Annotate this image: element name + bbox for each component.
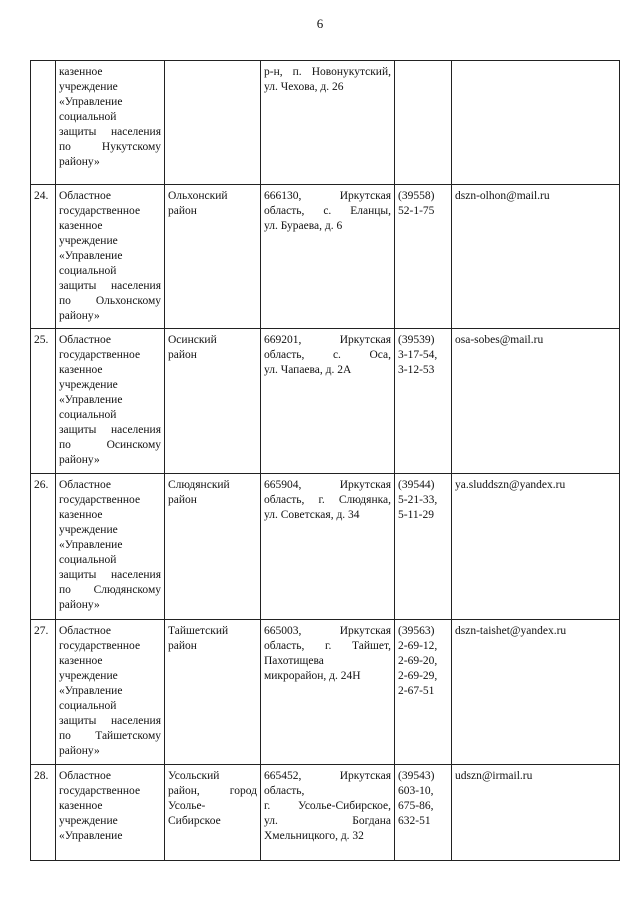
organization-line: казенное (59, 800, 103, 812)
organization-line: Областное (59, 479, 111, 491)
email-cell (452, 185, 620, 329)
address-line: Пахотищева (264, 655, 324, 667)
organization-line: учреждение (59, 815, 118, 827)
phone-cell (395, 329, 452, 474)
table-row (31, 61, 620, 185)
district-line: Слюдянский (168, 479, 230, 491)
organization-line: району» (59, 454, 100, 466)
organization-line: Областное (59, 625, 111, 637)
phone-line: 52-1-75 (398, 205, 435, 217)
email-cell (452, 61, 620, 185)
table-row (31, 329, 620, 474)
organization-line: району» (59, 745, 100, 757)
organization-line: социальной (59, 700, 117, 712)
organization-line: казенное (59, 66, 103, 78)
organization-line: по Слюдянскому (59, 584, 161, 596)
row-number: 25. (34, 334, 49, 346)
organization-line: учреждение (59, 235, 118, 247)
organization-line: «Управление (59, 539, 123, 551)
address-line: г. Усолье-Сибирское, (264, 800, 391, 812)
organization-line: государственное (59, 349, 141, 361)
address-line: р-н, п. Новонукутский, (264, 66, 391, 78)
address-line: микрорайон, д. 24Н (264, 670, 361, 682)
organization-cell (56, 765, 165, 861)
organization-line: «Управление (59, 685, 123, 697)
phone-cell (395, 620, 452, 765)
organization-line: защиты населения (59, 280, 161, 292)
organization-line: учреждение (59, 524, 118, 536)
organization-line: району» (59, 310, 100, 322)
phone-line: 675-86, (398, 800, 434, 812)
row-number: 28. (34, 770, 49, 782)
organization-line: казенное (59, 220, 103, 232)
row-number-cell (31, 185, 56, 329)
address-cell (261, 620, 395, 765)
organization-line: учреждение (59, 379, 118, 391)
organization-line: защиты населения (59, 715, 161, 727)
district-line: район (168, 349, 197, 361)
row-number-cell (31, 765, 56, 861)
address-line: Хмельницкого, д. 32 (264, 830, 364, 842)
organization-line: государственное (59, 640, 141, 652)
address-line: ул. Чапаева, д. 2А (264, 364, 352, 376)
organization-line: «Управление (59, 96, 123, 108)
address-cell (261, 61, 395, 185)
address-line: 666130, Иркутская (264, 190, 391, 202)
district-line: район (168, 494, 197, 506)
organization-line: по Ольхонскому (59, 295, 161, 307)
phone-line: 3-12-53 (398, 364, 435, 376)
row-number-cell (31, 61, 56, 185)
phone-cell (395, 185, 452, 329)
address-line: 665904, Иркутская (264, 479, 391, 491)
address-line: ул. Бураева, д. 6 (264, 220, 343, 232)
row-number-cell (31, 474, 56, 620)
phone-line: (39543) (398, 770, 435, 782)
email-cell (452, 474, 620, 620)
table-row (31, 474, 620, 620)
phone-line: (39563) (398, 625, 435, 637)
organization-line: по Осинскому (59, 439, 161, 451)
organization-line: социальной (59, 409, 117, 421)
district-line: Усолье- (168, 800, 206, 812)
address-line: область, с. Еланцы, (264, 205, 391, 217)
institutions-table (30, 60, 620, 861)
phone-line: (39539) (398, 334, 435, 346)
organization-line: Областное (59, 770, 111, 782)
organization-line: государственное (59, 494, 141, 506)
page-number: 6 (316, 16, 324, 31)
district-cell (165, 185, 261, 329)
district-line: Сибирское (168, 815, 221, 827)
address-cell (261, 185, 395, 329)
organization-line: учреждение (59, 81, 118, 93)
organization-line: по Тайшетскому (59, 730, 161, 742)
email: udszn@irmail.ru (455, 770, 533, 782)
row-number: 27. (34, 625, 49, 637)
district-line: Усольский (168, 770, 220, 782)
district-cell (165, 620, 261, 765)
address-line: область, с. Оса, (264, 349, 391, 361)
organization-cell (56, 61, 165, 185)
organization-line: защиты населения (59, 126, 161, 138)
email: dszn-olhon@mail.ru (455, 190, 550, 202)
address-line: область, (264, 785, 305, 797)
organization-line: социальной (59, 265, 117, 277)
email: dszn-taishet@yandex.ru (455, 625, 567, 637)
district-line: район (168, 205, 197, 217)
phone-line: 632-51 (398, 815, 431, 827)
phone-line: 2-69-29, (398, 670, 438, 682)
email: ya.sluddszn@yandex.ru (455, 479, 566, 491)
district-line: район, город (168, 785, 257, 797)
address-cell (261, 765, 395, 861)
phone-line: 603-10, (398, 785, 434, 797)
phone-line: 5-11-29 (398, 509, 434, 521)
district-line: Ольхонский (168, 190, 228, 202)
organization-cell (56, 620, 165, 765)
organization-cell (56, 474, 165, 620)
table-row (31, 765, 620, 861)
organization-line: Областное (59, 190, 111, 202)
organization-line: району» (59, 156, 100, 168)
district-line: Осинский (168, 334, 217, 346)
organization-line: по Нукутскому (59, 141, 161, 153)
organization-line: «Управление (59, 394, 123, 406)
row-number-cell (31, 329, 56, 474)
phone-cell (395, 765, 452, 861)
phone-line: 3-17-54, (398, 349, 438, 361)
organization-line: казенное (59, 364, 103, 376)
organization-line: Областное (59, 334, 111, 346)
organization-line: защиты населения (59, 569, 161, 581)
address-line: ул. Богдана (264, 815, 391, 827)
email-cell (452, 620, 620, 765)
phone-line: 2-69-12, (398, 640, 438, 652)
organization-line: «Управление (59, 250, 123, 262)
district-cell (165, 329, 261, 474)
phone-line: (39558) (398, 190, 435, 202)
organization-cell (56, 329, 165, 474)
table-row (31, 620, 620, 765)
address-line: 669201, Иркутская (264, 334, 391, 346)
district-cell (165, 765, 261, 861)
address-line: ул. Чехова, д. 26 (264, 81, 344, 93)
organization-line: государственное (59, 785, 141, 797)
phone-line: 5-21-33, (398, 494, 438, 506)
phone-line: (39544) (398, 479, 435, 491)
address-cell (261, 474, 395, 620)
organization-line: социальной (59, 554, 117, 566)
phone-line: 2-69-20, (398, 655, 438, 667)
address-line: область, г. Тайшет, (264, 640, 391, 652)
organization-line: казенное (59, 655, 103, 667)
address-line: 665003, Иркутская (264, 625, 391, 637)
district-cell (165, 474, 261, 620)
email: osa-sobes@mail.ru (455, 334, 544, 346)
organization-line: учреждение (59, 670, 118, 682)
table-body (31, 61, 620, 861)
row-number: 24. (34, 190, 49, 202)
address-line: 665452, Иркутская (264, 770, 391, 782)
organization-line: району» (59, 599, 100, 611)
address-line: область, г. Слюдянка, (264, 494, 391, 506)
email-cell (452, 765, 620, 861)
district-line: Тайшетский (168, 625, 229, 637)
table-row (31, 185, 620, 329)
phone-line: 2-67-51 (398, 685, 435, 697)
phone-cell (395, 61, 452, 185)
organization-line: защиты населения (59, 424, 161, 436)
email-cell (452, 329, 620, 474)
organization-line: государственное (59, 205, 141, 217)
row-number-cell (31, 620, 56, 765)
organization-line: социальной (59, 111, 117, 123)
address-line: ул. Советская, д. 34 (264, 509, 360, 521)
district-line: район (168, 640, 197, 652)
organization-line: «Управление (59, 830, 123, 842)
address-cell (261, 329, 395, 474)
organization-cell (56, 185, 165, 329)
row-number: 26. (34, 479, 49, 491)
phone-cell (395, 474, 452, 620)
organization-line: казенное (59, 509, 103, 521)
district-cell (165, 61, 261, 185)
